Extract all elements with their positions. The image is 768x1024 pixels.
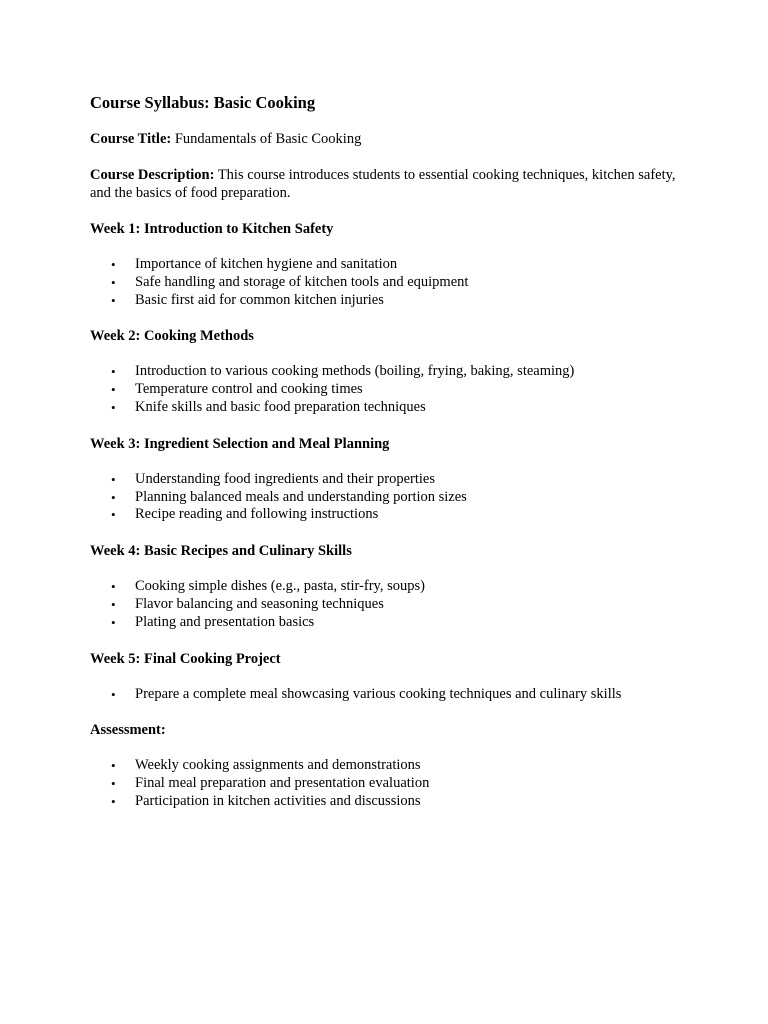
- section-heading: Week 3: Ingredient Selection and Meal Planning: [90, 435, 390, 452]
- list-item-text: Planning balanced meals and understanding portion sizes: [135, 488, 467, 505]
- document-title: Course Syllabus: Basic Cooking: [90, 93, 316, 112]
- list-item: [90, 686, 690, 704]
- bullet-icon: •: [111, 399, 116, 415]
- list-item: [90, 399, 690, 417]
- section-heading: Assessment:: [90, 722, 166, 739]
- bullet-icon: •: [111, 471, 116, 487]
- list-item-text: Final meal preparation and presentation evaluation: [135, 775, 430, 792]
- bullet-icon: •: [111, 364, 116, 380]
- bullet-list: [90, 471, 690, 524]
- course-title-label: Course Title:: [90, 131, 172, 147]
- section-heading: Week 4: Basic Recipes and Culinary Skills: [90, 543, 352, 560]
- bullet-icon: •: [111, 776, 116, 792]
- course-title-paragraph: [90, 130, 690, 148]
- list-item-text: Introduction to various cooking methods (boiling, frying, baking, steaming): [135, 363, 575, 380]
- bullet-list: [90, 578, 690, 631]
- weeks-section: [90, 220, 690, 811]
- list-item-text: Understanding food ingredients and their properties: [135, 470, 435, 487]
- list-item: [90, 256, 690, 274]
- list-item: [90, 775, 690, 793]
- list-item: [90, 506, 690, 524]
- list-item: [90, 793, 690, 811]
- list-item-text: Weekly cooking assignments and demonstrations: [135, 757, 421, 774]
- course-description-value: This course introduces students to essential cooking techniques, kitchen safety, and the basics of food preparation.: [90, 167, 676, 201]
- bullet-icon: •: [111, 489, 116, 505]
- bullet-icon: •: [111, 257, 116, 272]
- bullet-icon: •: [111, 596, 116, 612]
- list-item: [90, 381, 690, 399]
- bullet-icon: •: [111, 507, 116, 523]
- list-item: [90, 757, 690, 775]
- bullet-icon: •: [111, 382, 116, 398]
- list-item: [90, 614, 690, 632]
- list-item: [90, 489, 690, 507]
- list-item-text: Temperature control and cooking times: [135, 381, 363, 398]
- list-item-text: Basic first aid for common kitchen injuries: [135, 291, 384, 308]
- list-item-text: Knife skills and basic food preparation techniques: [135, 398, 426, 415]
- list-item: [90, 596, 690, 614]
- bullet-icon: •: [111, 579, 116, 595]
- bullet-list: [90, 363, 690, 416]
- list-item: [90, 578, 690, 596]
- course-description-label: Course Description:: [90, 167, 215, 183]
- list-item-text: Cooking simple dishes (e.g., pasta, stir-fry, soups): [135, 578, 425, 595]
- list-item-text: Importance of kitchen hygiene and sanitation: [135, 256, 398, 272]
- list-item: [90, 292, 690, 310]
- list-item-text: Plating and presentation basics: [135, 613, 315, 630]
- section-heading: Week 5: Final Cooking Project: [90, 650, 281, 667]
- list-item-text: Safe handling and storage of kitchen tools and equipment: [135, 273, 469, 290]
- list-item: [90, 471, 690, 489]
- bullet-list: [90, 757, 690, 810]
- list-item: [90, 274, 690, 292]
- bullet-icon: •: [111, 758, 116, 774]
- bullet-icon: •: [111, 614, 116, 630]
- list-item-text: Prepare a complete meal showcasing various cooking techniques and culinary skills: [135, 685, 622, 702]
- bullet-icon: •: [111, 686, 116, 702]
- bullet-list: [90, 256, 690, 309]
- list-item-text: Recipe reading and following instructions: [135, 506, 379, 523]
- bullet-icon: •: [111, 292, 116, 308]
- list-item: [90, 363, 690, 381]
- bullet-icon: •: [111, 274, 116, 290]
- course-description-paragraph: [90, 166, 690, 202]
- bullet-list: [90, 686, 690, 704]
- course-title-value: Fundamentals of Basic Cooking: [174, 131, 362, 147]
- list-item-text: Flavor balancing and seasoning techniques: [135, 595, 384, 612]
- list-item-text: Participation in kitchen activities and discussions: [135, 792, 421, 809]
- section-heading: Week 2: Cooking Methods: [90, 328, 254, 345]
- syllabus-document: [90, 93, 690, 829]
- bullet-icon: •: [111, 793, 116, 809]
- section-heading: Week 1: Introduction to Kitchen Safety: [90, 221, 334, 237]
